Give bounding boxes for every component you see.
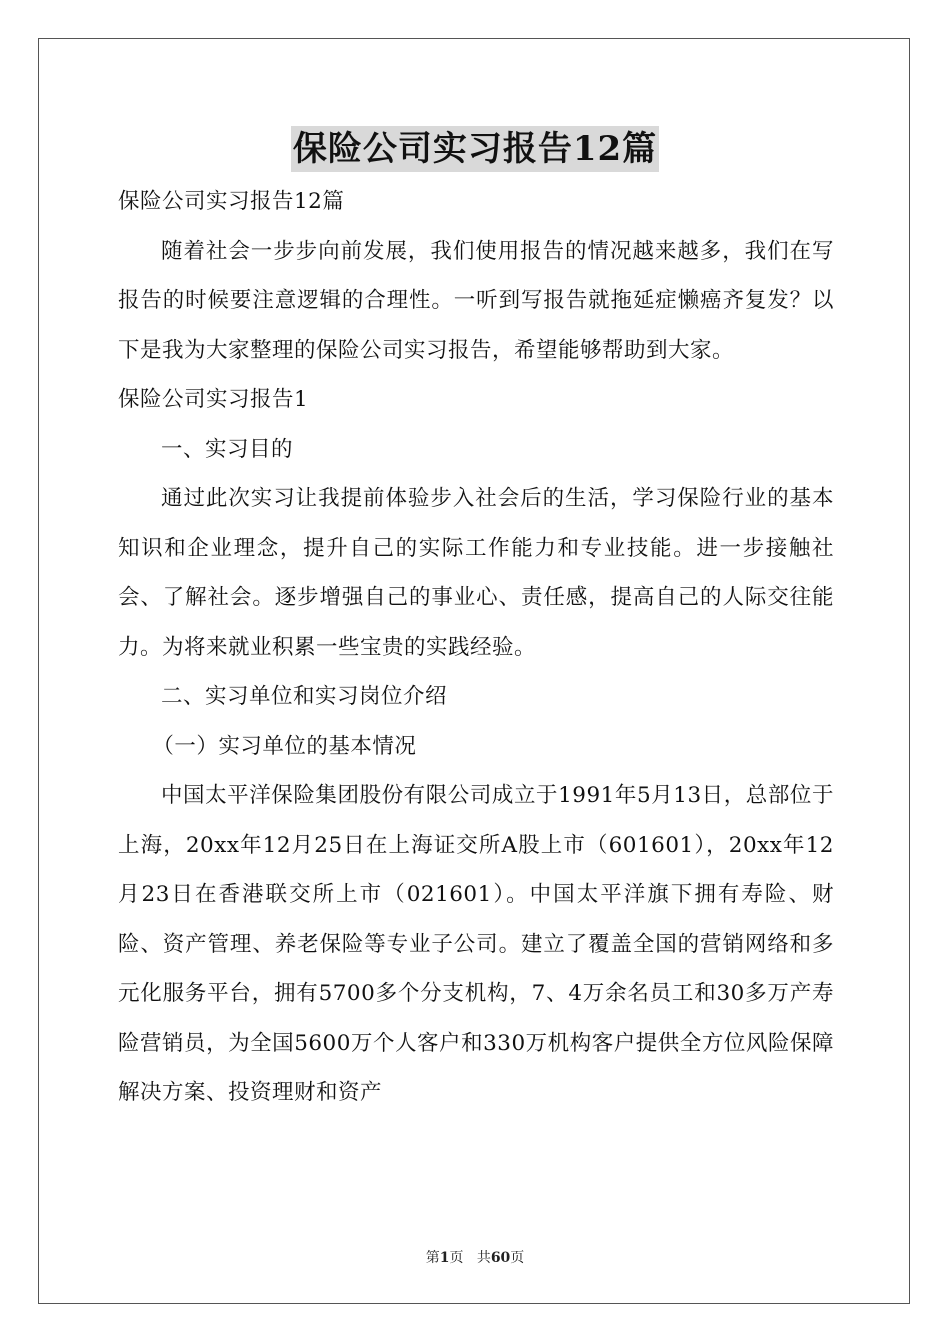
intro-paragraph: 随着社会一步步向前发展，我们使用报告的情况越来越多，我们在写报告的时候要注意逻辑的合理性。一听到写报告就拖延症懒癌齐复发？以下是我为大家整理的保险公司实习报告，希望能够帮助到大家。 xyxy=(118,238,834,363)
document-body xyxy=(118,177,834,1118)
footer-total-suffix: 页 xyxy=(510,1250,525,1266)
footer-total-pages: 60 xyxy=(490,1250,511,1266)
report1-title: 保险公司实习报告1 xyxy=(118,387,309,412)
footer-page-suffix: 页 xyxy=(449,1250,464,1266)
section2-body: 中国太平洋保险集团股份有限公司成立于1991年5月13日，总部位于上海，20xx年12月25日在上海证交所A股上市（601601），20xx年12月23日在香港联交所上市（021601）。中国太平洋旗下拥有寿险、财险、资产管理、养老保险等专业子公司。建立了覆盖全国的营销网络和多元化服务平台，拥有5700多个分支机构，7、4万余名员工和30多万产寿险营销员，为全国5600万个人客户和330万机构客户提供全方位风险保障解决方案、投资理财和资产 xyxy=(118,783,834,1105)
section2-heading: 二、实习单位和实习岗位介绍 xyxy=(161,684,448,709)
section2-subheading: （一）实习单位的基本情况 xyxy=(152,733,417,759)
footer-prefix: 第 xyxy=(425,1250,440,1266)
footer-page-number: 1 xyxy=(439,1250,450,1266)
subtitle-line: 保险公司实习报告12篇 xyxy=(118,189,345,214)
title-container xyxy=(0,126,950,172)
document-title: 保险公司实习报告12篇 xyxy=(291,126,659,172)
page-footer xyxy=(0,1247,950,1267)
footer-total-prefix: 共 xyxy=(476,1250,491,1266)
section1-heading: 一、实习目的 xyxy=(161,436,294,462)
section1-body: 通过此次实习让我提前体验步入社会后的生活，学习保险行业的基本知识和企业理念，提升自己的实际工作能力和专业技能。进一步接触社会、了解社会。逐步增强自己的事业心、责任感，提高自己的人际交往能力。为将来就业积累一些宝贵的实践经验。 xyxy=(118,486,834,660)
